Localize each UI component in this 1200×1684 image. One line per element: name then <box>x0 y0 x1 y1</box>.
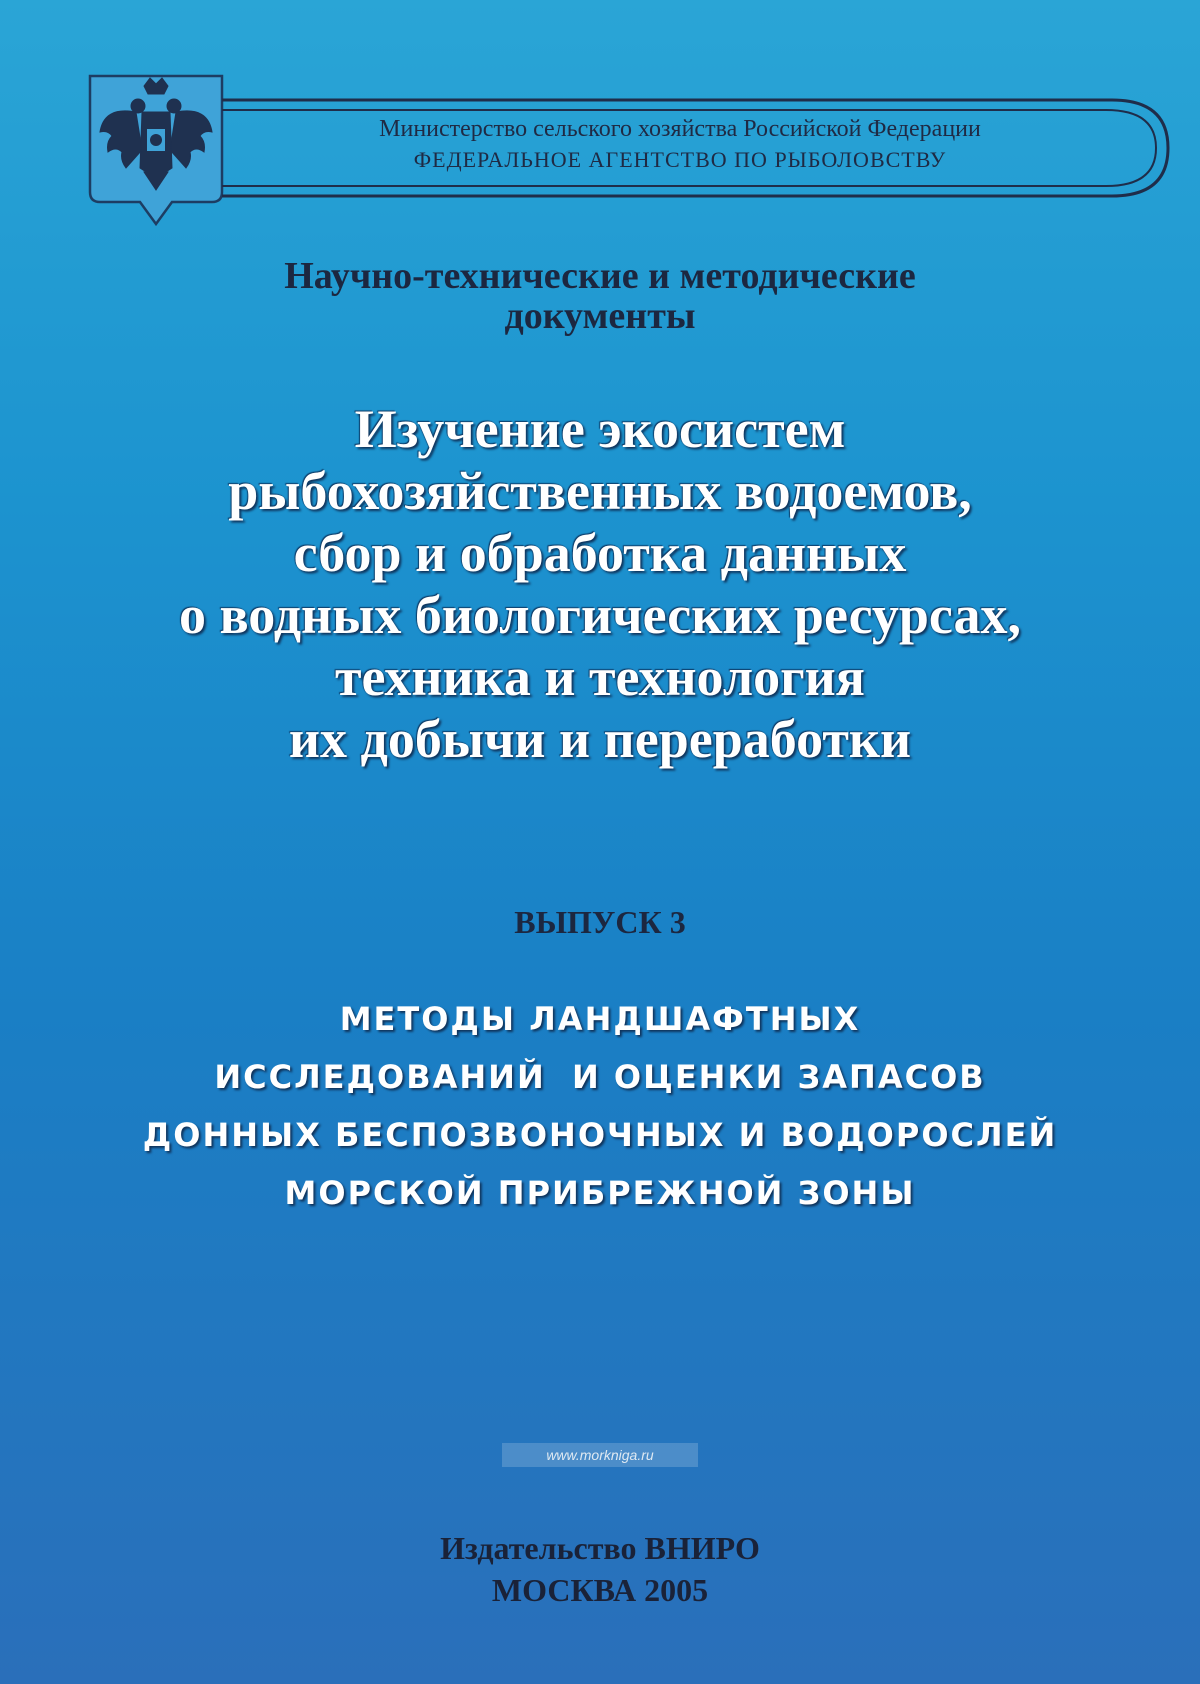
subtitle-line: ИССЛЕДОВАНИЙ И ОЦЕНКИ ЗАПАСОВ <box>214 1058 986 1096</box>
coat-of-arms-icon <box>86 72 226 232</box>
title-line: Изучение экосистем <box>354 399 846 459</box>
series-title <box>150 256 1050 336</box>
ministry-name: Министерство сельского хозяйства Российской Федерации <box>379 116 981 142</box>
title-line: рыбохозяйственных водоемов, <box>228 461 972 521</box>
title-line: о водных биологических ресурсах, <box>178 585 1021 645</box>
watermark: www.morkniga.ru <box>502 1443 698 1467</box>
issue-number: ВЫПУСК 3 <box>514 904 686 940</box>
subtitle-line: ДОННЫХ БЕСПОЗВОНОЧНЫХ И ВОДОРОСЛЕЙ <box>142 1116 1058 1154</box>
city-year: МОСКВА 2005 <box>491 1572 709 1608</box>
title-line: техника и технология <box>334 647 865 707</box>
title-line: сбор и обработка данных <box>293 523 907 583</box>
series-line: Научно-технические и методические <box>284 255 916 297</box>
series-line: документы <box>504 295 696 337</box>
book-title <box>120 398 1080 770</box>
subtitle-line: МЕТОДЫ ЛАНДШАФТНЫХ <box>339 1000 861 1038</box>
book-subtitle <box>140 990 1060 1222</box>
title-line: их добычи и переработки <box>288 709 912 769</box>
agency-name: ФЕДЕРАЛЬНОЕ АГЕНТСТВО ПО РЫБОЛОВСТВУ <box>413 147 947 172</box>
publisher: Издательство ВНИРО <box>440 1530 760 1566</box>
subtitle-line: МОРСКОЙ ПРИБРЕЖНОЙ ЗОНЫ <box>284 1174 916 1212</box>
